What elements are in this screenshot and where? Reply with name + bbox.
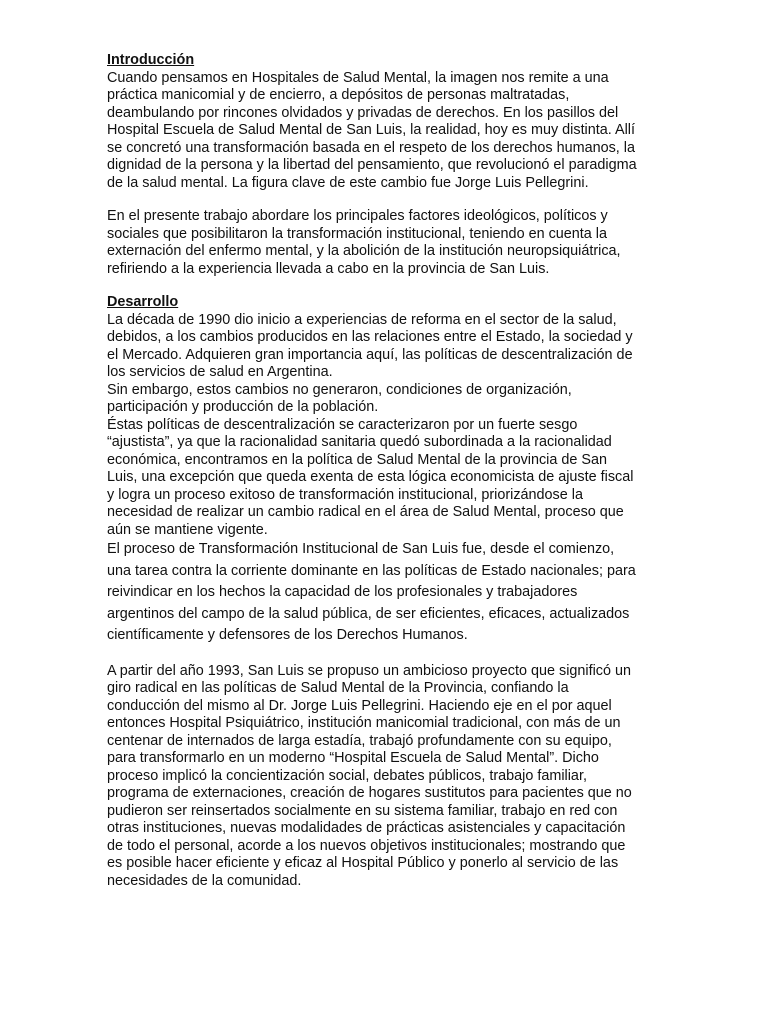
- text-line: deambulando por rincones olvidados y privadas de derechos. En los pasillos del: [107, 104, 619, 121]
- text-line: “ajustista”, ya que la racionalidad sanitaria quedó subordinada a la racionalidad: [107, 434, 612, 450]
- text-line: otras instituciones, nuevas modalidades de prácticas asistenciales y capacitación: [107, 820, 626, 836]
- text-line: los servicios de salud en Argentina.: [107, 364, 333, 380]
- text-line: Cuando pensamos en Hospitales de Salud Mental, la imagen nos remite a una: [107, 69, 609, 86]
- text-line: programa de externaciones, creación de hogares sustitutos para pacientes que no: [107, 785, 632, 801]
- text-line: aún se mantiene vigente.: [107, 521, 268, 538]
- desarrollo-heading: Desarrollo: [107, 294, 179, 310]
- text-line: necesidades de la comunidad.: [107, 872, 302, 889]
- text-line: necesidad de realizar un cambio radical en el área de Salud Mental, proceso que: [107, 504, 624, 520]
- text-line: Éstas políticas de descentralización se caracterizaron por un fuerte sesgo: [107, 416, 578, 433]
- text-line: se concretó una transformación basada en el respeto de los derechos humanos, la: [107, 139, 635, 156]
- text-line: práctica manicomial y de encierro, a depósitos de personas maltratadas,: [107, 87, 570, 103]
- paragraph-gap: [107, 192, 667, 208]
- text-line: de todo el personal, acorde a los nuevos objetivos institucionales; mostrando que: [107, 837, 626, 854]
- text-line: debidos, a los cambios producidos en las relaciones entre el Estado, la sociedad y: [107, 329, 633, 345]
- text-line: conducción del mismo al Dr. Jorge Luis Pellegrini. Haciendo eje en el por aquel: [107, 697, 612, 714]
- text-line: pudieron ser reinsertados socialmente en su sistema familiar, trabajo en red con: [107, 802, 618, 819]
- text-line: En el presente trabajo abordare los principales factores ideológicos, políticos y: [107, 208, 608, 224]
- document-page: [107, 52, 667, 890]
- desarrollo-paragraph-2: [107, 539, 667, 647]
- desarrollo-paragraph-3: [107, 663, 667, 891]
- text-line: económica, encontramos en la política de Salud Mental de la provincia de San: [107, 451, 607, 468]
- text-line: el Mercado. Adquieren gran importancia aquí, las políticas de descentralización de: [107, 346, 633, 363]
- text-line: proceso implicó la concientización social, debates públicos, trabajo familiar,: [107, 767, 587, 784]
- text-line: Hospital Escuela de Salud Mental de San Luis, la realidad, hoy es muy distinta. Allí: [107, 122, 635, 138]
- text-line: es posible hacer eficiente y eficaz al Hospital Público y ponerlo al servicio de las: [107, 855, 619, 871]
- text-line: centenar de internados de larga estadía, trabajó profundamente con su equipo,: [107, 732, 612, 749]
- paragraph-gap: [107, 647, 667, 663]
- text-line: A partir del año 1993, San Luis se propuso un ambicioso proyecto que significó un: [107, 662, 631, 679]
- text-line: reivindicar en los hechos la capacidad de los profesionales y trabajadores: [107, 584, 578, 600]
- text-line: de la salud mental. La figura clave de este cambio fue Jorge Luis Pellegrini.: [107, 174, 589, 191]
- text-line: para transformarlo en un moderno “Hospital Escuela de Salud Mental”. Dicho: [107, 750, 599, 766]
- text-line: giro radical en las políticas de Salud Mental de la Provincia, confiando la: [107, 680, 569, 696]
- text-line: entonces Hospital Psiquiátrico, institución manicomial tradicional, con más de un: [107, 715, 621, 731]
- text-line: dignidad de la persona y la libertad del pensamiento, que revolucionó el paradigma: [107, 157, 637, 173]
- text-line: Luis, una excepción que queda exenta de esta lógica economicista de ajuste fiscal: [107, 469, 634, 485]
- intro-paragraph-1: [107, 70, 667, 193]
- text-line: El proceso de Transformación Institucional de San Luis fue, desde el comienzo,: [107, 541, 615, 557]
- text-line: argentinos del campo de la salud pública, de ser eficientes, eficaces, actualizados: [107, 605, 630, 622]
- intro-heading: Introducción: [107, 52, 195, 68]
- text-line: participación y producción de la población.: [107, 399, 379, 415]
- text-line: y logra un proceso exitoso de transformación institucional, priorizándose la: [107, 486, 583, 503]
- text-line: externación del enfermo mental, y la abolición de la institución neuropsiquiátrica,: [107, 243, 621, 259]
- intro-paragraph-2: [107, 208, 667, 278]
- text-line: sociales que posibilitaron la transformación institucional, teniendo en cuenta la: [107, 225, 607, 242]
- text-line: refiriendo a la experiencia llevada a cabo en la provincia de San Luis.: [107, 260, 550, 277]
- text-line: La década de 1990 dio inicio a experiencias de reforma en el sector de la salud,: [107, 311, 617, 328]
- text-line: científicamente y defensores de los Derechos Humanos.: [107, 627, 468, 643]
- desarrollo-paragraph-1: [107, 312, 667, 540]
- text-line: una tarea contra la corriente dominante en las políticas de Estado nacionales; para: [107, 562, 636, 579]
- paragraph-gap: [107, 278, 667, 294]
- text-line: Sin embargo, estos cambios no generaron, condiciones de organización,: [107, 381, 572, 398]
